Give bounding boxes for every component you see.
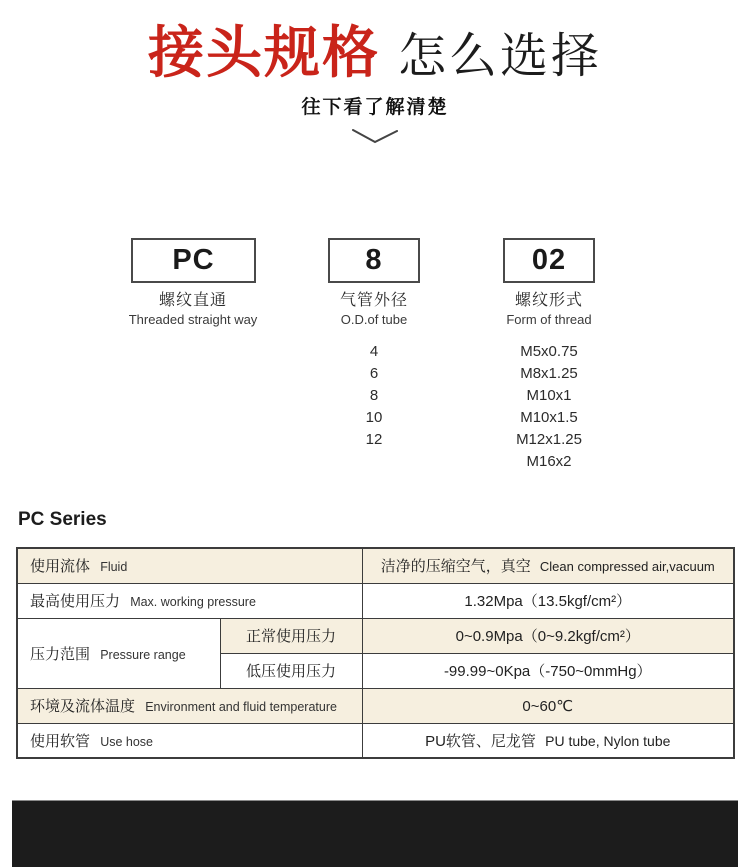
code-segment-tube-od: 8 — [328, 238, 420, 283]
thread-form-option: M10x1.5 — [520, 409, 578, 426]
pressure-range-label-en: Pressure range — [100, 647, 186, 662]
series-title: PC Series — [18, 509, 107, 530]
hose-value-cell — [362, 723, 734, 758]
temperature-label-en: Environment and fluid temperature — [145, 700, 337, 714]
hose-value-en: PU tube, Nylon tube — [545, 732, 671, 749]
segment-label-tube-od — [274, 291, 474, 329]
fluid-value-en: Clean compressed air,vacuum — [539, 559, 715, 575]
thread-form-option: M5x0.75 — [520, 343, 578, 360]
fluid-value-cell — [362, 548, 734, 583]
temperature-label-cn: 环境及流体温度 — [30, 698, 136, 715]
hose-label-cn: 使用软管 — [30, 732, 91, 750]
max-pressure-label-cell — [17, 583, 362, 618]
thread-form-option: M12x1.25 — [516, 431, 582, 448]
chevron-down-icon — [0, 128, 750, 151]
low-pressure-value-cell: -99.99~0Kpa（-750~0mmHg） — [362, 653, 734, 688]
segment-label-thread-en: Form of thread — [506, 312, 592, 327]
thread-form-option: M8x1.25 — [520, 365, 578, 382]
max-pressure-value-cell: 1.32Mpa（13.5kgf/cm²） — [362, 583, 734, 618]
fluid-label-cn: 使用流体 — [30, 558, 91, 576]
table-row-max-pressure — [17, 583, 734, 618]
hose-label-cell — [17, 723, 362, 758]
temperature-label-cell — [17, 688, 362, 723]
tube-size-option: 4 — [369, 343, 379, 360]
normal-pressure-label-cell: 正常使用压力 — [220, 618, 362, 653]
thread-form-option: M16x2 — [526, 453, 572, 470]
segment-label-tube-od-cn: 气管外径 — [339, 292, 408, 309]
temperature-value-cell: 0~60℃ — [362, 688, 734, 723]
tube-size-option: 8 — [369, 387, 379, 404]
thread-form-options — [449, 341, 649, 473]
page-title — [0, 22, 750, 84]
page-title-rest: 怎么选择 — [397, 30, 602, 83]
max-pressure-label-cn: 最高使用压力 — [30, 593, 121, 610]
table-row-hose — [17, 723, 734, 758]
low-pressure-label-cell: 低压使用压力 — [220, 653, 362, 688]
fluid-label-en: Fluid — [100, 560, 128, 575]
tube-size-option: 6 — [369, 365, 379, 382]
footer-dark-section — [12, 800, 738, 867]
code-segment-series: PC — [131, 238, 256, 283]
segment-label-thread — [449, 291, 649, 329]
table-row-temperature — [17, 688, 734, 723]
spec-table — [16, 547, 735, 759]
segment-label-series-cn: 螺纹直通 — [158, 292, 227, 309]
fluid-label-cell — [17, 548, 362, 583]
max-pressure-label-en: Max. working pressure — [130, 595, 256, 609]
table-row-fluid — [17, 548, 734, 583]
page-subtitle: 往下看了解清楚 — [301, 97, 449, 118]
normal-pressure-value-cell: 0~0.9Mpa（0~9.2kgf/cm²） — [362, 618, 734, 653]
tube-size-options — [274, 341, 474, 451]
page-title-highlight: 接头规格 — [147, 21, 380, 84]
segment-label-series-en: Threaded straight way — [128, 312, 258, 327]
segment-label-series — [93, 291, 293, 329]
hose-value-cn: PU软管、尼龙管 — [425, 732, 536, 750]
thread-form-option: M10x1 — [526, 387, 572, 404]
tube-size-option: 10 — [365, 409, 383, 426]
segment-label-thread-cn: 螺纹形式 — [514, 292, 583, 309]
pressure-range-label-cell — [17, 618, 220, 688]
segment-label-tube-od-en: O.D.of tube — [340, 312, 408, 327]
pressure-range-label-cn: 压力范围 — [30, 645, 91, 663]
code-segment-thread: 02 — [503, 238, 595, 283]
fluid-value-cn: 洁净的压缩空气，真空 — [380, 558, 531, 576]
table-row-pressure-normal — [17, 618, 734, 653]
hose-label-en: Use hose — [100, 734, 153, 749]
tube-size-option: 12 — [365, 431, 383, 448]
